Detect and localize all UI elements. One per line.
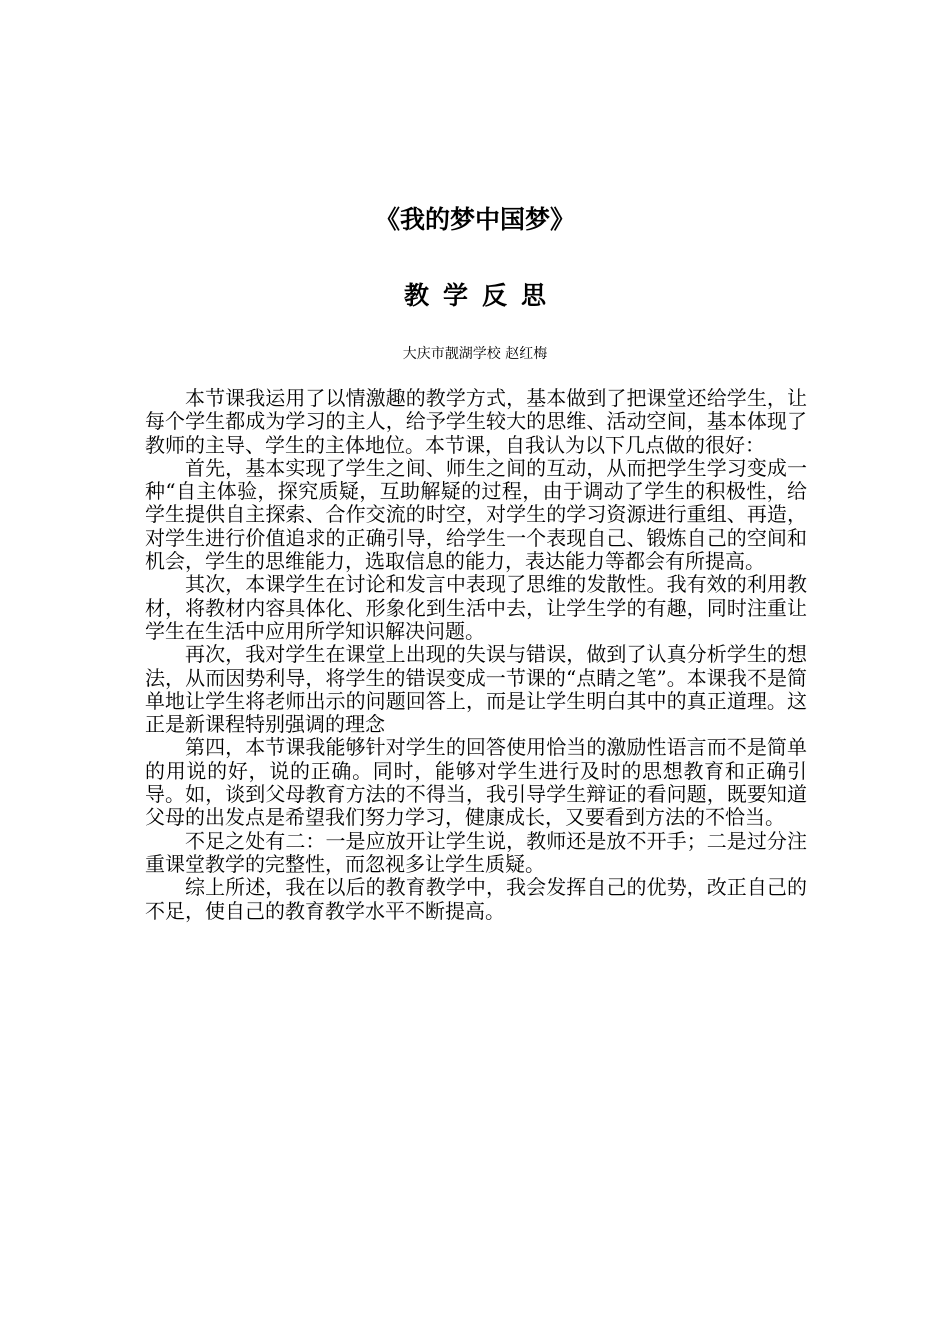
paragraph-third: 再次，我对学生在课堂上出现的失误与错误，做到了认真分析学生的想法，从而因势利导，将学生的错误变成一节课的“点睛之笔”。本课我不是简单地让学生将老师出示的问题回答上，而是让学生明白其中的真正道理。这正是新课程特别强调的理念 — [145, 642, 807, 737]
paragraph-shortcomings: 不足之处有二：一是应放开让学生说，教师还是放不开手；二是过分注重课堂教学的完整性，而忽视多让学生质疑。 — [145, 828, 807, 876]
paragraph-conclusion: 综上所述，我在以后的教育教学中，我会发挥自己的优势，改正自己的不足，使自己的教育教学水平不断提高。 — [145, 875, 807, 923]
paragraph-first: 首先，基本实现了学生之间、师生之间的互动，从而把学生学习变成一种“自主体验，探究质疑，互助解疑的过程，由于调动了学生的积极性，给学生提供自主探索、合作交流的时空，对学生的学习资源进行重组、再造，对学生进行价值追求的正确引导，给学生一个表现自己、锻炼自己的空间和机会，学生的思维能力，选取信息的能力，表达能力等都会有所提高。 — [145, 455, 807, 574]
author-line: 大庆市靓湖学校 赵红梅 — [402, 346, 548, 362]
document-title: 《我的梦中国梦》 — [374, 205, 575, 234]
paragraph-intro: 本节课我运用了以情激趣的教学方式，基本做到了把课堂还给学生，让每个学生都成为学习的主人，给予学生较大的思维、活动空间，基本体现了教师的主导、学生的主体地位。本节课，自我认为以下几点做的很好： — [145, 386, 807, 457]
paragraph-second: 其次，本课学生在讨论和发言中表现了思维的发散性。我有效的利用教材，将教材内容具体化、形象化到生活中去，让学生学的有趣，同时注重让学生在生活中应用所学知识解决问题。 — [145, 572, 807, 643]
document-subtitle: 教学反思 — [403, 281, 560, 310]
paragraph-fourth: 第四，本节课我能够针对学生的回答使用恰当的激励性语言而不是简单的用说的好，说的正确。同时，能够对学生进行及时的思想教育和正确引导。如，谈到父母教育方法的不得当，我引导学生辩证的看问题，既要知道父母的出发点是希望我们努力学习，健康成长，又要看到方法的不恰当。 — [145, 735, 807, 830]
document-body — [145, 387, 807, 923]
